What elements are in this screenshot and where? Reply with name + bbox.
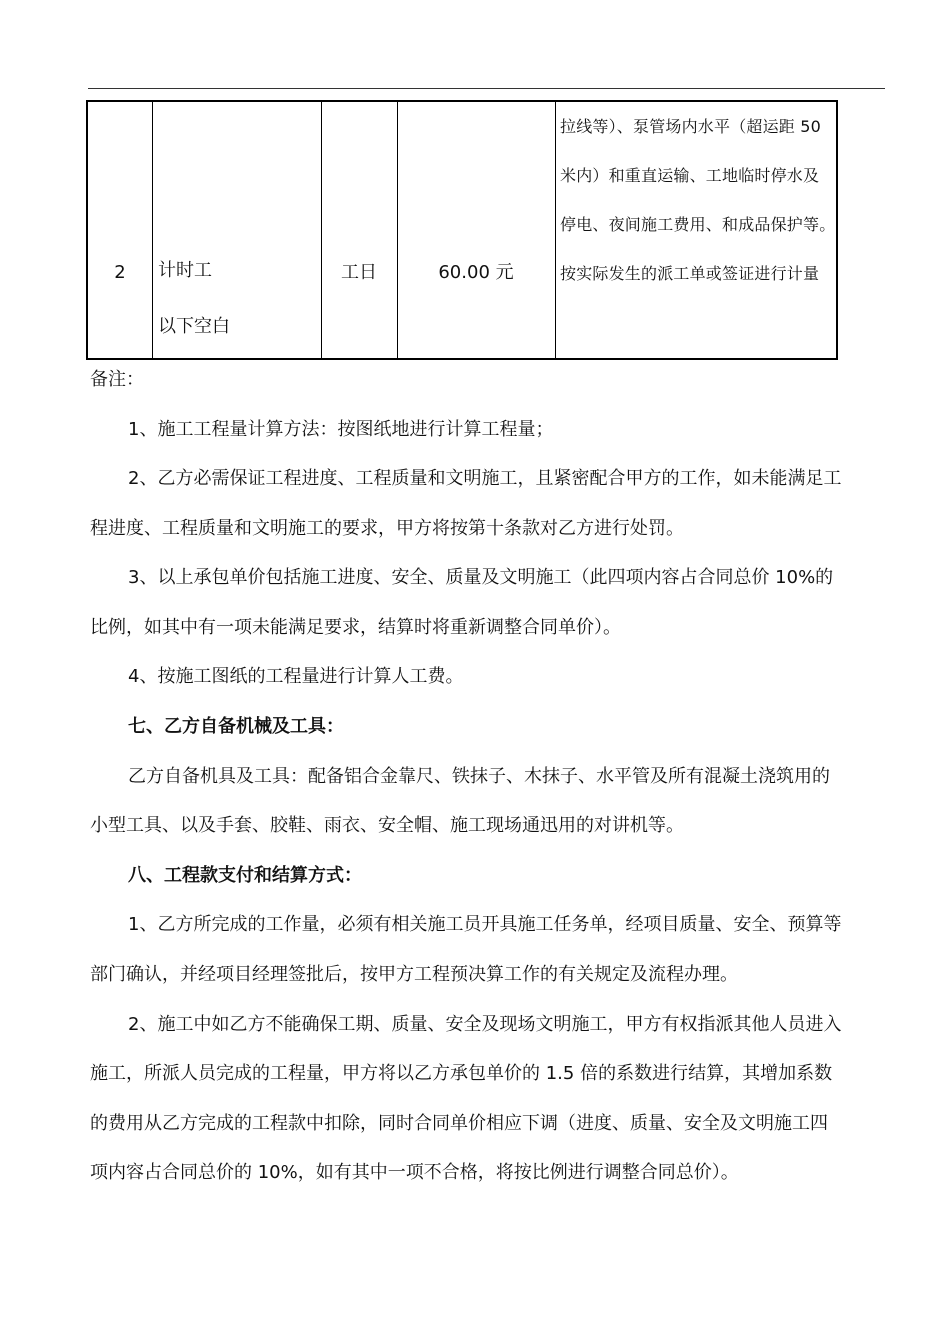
- item-name: 计时工: [158, 260, 212, 281]
- remark-item: 1、施工工程量计算方法：按图纸地进行计算工程量；: [128, 419, 554, 440]
- remark-item: 4、按施工图纸的工程量进行计算人工费。: [128, 666, 464, 687]
- paragraph-line: 施工，所派人员完成的工程量，甲方将以乙方承包单价的 1.5 倍的系数进行结算，其增加系数: [90, 1063, 833, 1084]
- remark-item: 2、乙方必需保证工程进度、工程质量和文明施工，且紧密配合甲方的工作，如未能满足工: [128, 468, 842, 489]
- unit-cell: 工日: [341, 262, 377, 283]
- remark-item: 比例，如其中有一项未能满足要求，结算时将重新调整合同单价）。: [90, 617, 621, 638]
- paragraph-line: 乙方自备机具及工具：配备铝合金靠尺、铁抹子、木抹子、水平管及所有混凝土浇筑用的: [128, 766, 830, 787]
- blank-note: 以下空白: [158, 316, 230, 337]
- section-heading: 七、乙方自备机械及工具：: [128, 716, 344, 737]
- price-cell: 60.00 元: [438, 262, 514, 283]
- remark-item: 3、以上承包单价包括施工进度、安全、质量及文明施工（此四项内容占合同总价 10%的: [128, 567, 834, 588]
- table-divider: [555, 102, 556, 358]
- paragraph-line: 的费用从乙方完成的工程款中扣除，同时合同单价相应下调（进度、质量、安全及文明施工四: [90, 1113, 828, 1134]
- table-divider: [152, 102, 153, 358]
- paragraph-line: 项内容占合同总价的 10%，如有其中一项不合格，将按比例进行调整合同总价）。: [90, 1162, 739, 1183]
- section-heading: 八、工程款支付和结算方式：: [128, 865, 362, 886]
- table-divider: [397, 102, 398, 358]
- price-table: [86, 100, 838, 360]
- table-divider: [321, 102, 322, 358]
- paragraph-line: 1、乙方所完成的工作量，必须有相关施工员开具施工任务单，经项目质量、安全、预算等: [128, 914, 842, 935]
- remarks-heading: 备注：: [90, 369, 144, 390]
- remark-item: 程进度、工程质量和文明施工的要求，甲方将按第十条款对乙方进行处罚。: [90, 518, 684, 539]
- paragraph-line: 2、施工中如乙方不能确保工期、质量、安全及现场文明施工，甲方有权指派其他人员进入: [128, 1014, 842, 1035]
- description-line: 拉线等）、泵管场内水平（超运距 50: [560, 117, 822, 136]
- row-number: 2: [114, 262, 126, 283]
- paragraph-line: 小型工具、以及手套、胶鞋、雨衣、安全帽、施工现场通迅用的对讲机等。: [90, 815, 684, 836]
- header-rule: [88, 88, 885, 89]
- description-line: 按实际发生的派工单或签证进行计量: [560, 264, 820, 283]
- paragraph-line: 部门确认，并经项目经理签批后，按甲方工程预决算工作的有关规定及流程办理。: [90, 964, 738, 985]
- description-line: 停电、夜间施工费用、和成品保护等。: [560, 215, 836, 234]
- description-line: 米内）和重直运输、工地临时停水及: [560, 166, 820, 185]
